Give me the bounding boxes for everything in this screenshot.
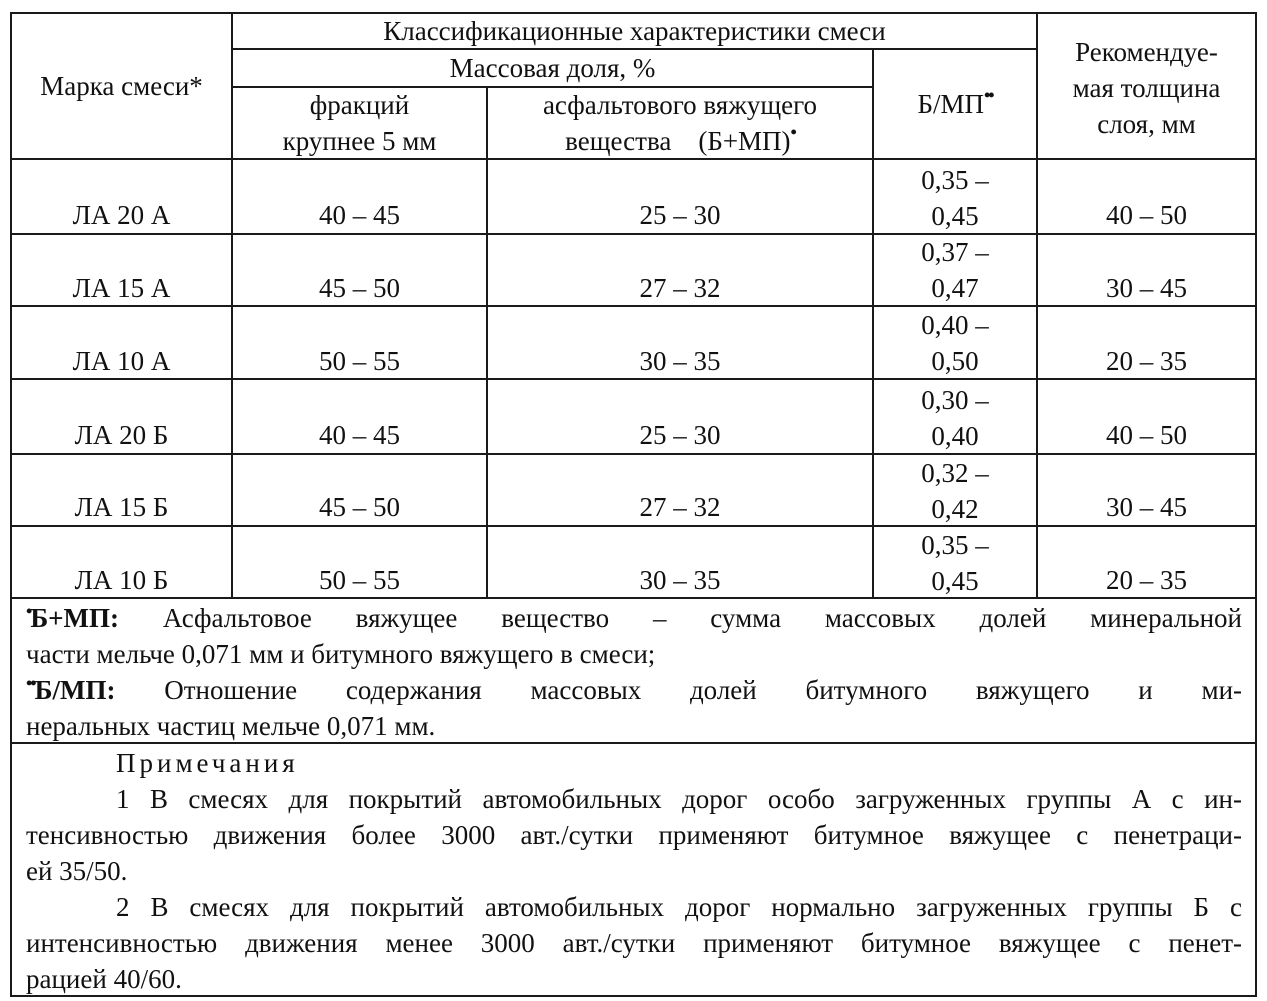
cell-mark: ЛА 10 А [72, 346, 171, 376]
header-binder-line2 [488, 123, 872, 162]
notes-title: Примечания [116, 748, 299, 778]
note-2-line1: 2 В смесях для покрытий автомобильных дорог нормально загруженных группы Б с [116, 892, 1242, 922]
footnote-1-mark: • [26, 601, 31, 621]
header-fractions-line1: фракций [309, 90, 410, 120]
header-thickness-line3: слоя, мм [1097, 109, 1196, 139]
note-1-line3: ей 35/50. [26, 856, 128, 886]
note-2-line3: рацией 40/60. [26, 964, 182, 994]
header-thickness [1038, 34, 1255, 142]
cell-fractions: 40 – 45 [319, 420, 400, 450]
cell-bmp [874, 527, 1036, 599]
header-mass-share-text: Массовая доля, % [449, 53, 656, 83]
footnote-2-line2: неральных частиц мельче 0,071 мм. [26, 711, 436, 741]
footnote-2-text1: Отношение содержания массовых долей битумного вяжущего и ми- [164, 675, 1243, 705]
cell-binder: 25 – 30 [639, 200, 721, 230]
cell-bmp [874, 455, 1036, 527]
footnote-2-mark: •• [26, 673, 35, 693]
header-binder-line1: асфальтового вяжущего [542, 90, 818, 120]
cell-mark: ЛА 20 А [72, 200, 171, 230]
cell-fractions: 50 – 55 [319, 346, 400, 376]
cell-bmp [874, 382, 1036, 454]
cell-bmp-line1: 0,35 – [921, 530, 989, 560]
header-fractions [233, 87, 486, 159]
header-bmp [874, 86, 1036, 125]
row-line [10, 525, 1257, 527]
footnote-2-line1 [26, 672, 1242, 711]
row-line [10, 453, 1257, 455]
header-bmp-mark: •• [983, 85, 993, 105]
cell-bmp-line1: 0,40 – [921, 310, 989, 340]
cell-bmp-line1: 0,30 – [921, 385, 989, 415]
cell-bmp-line2: 0,45 [931, 566, 979, 596]
cell-bmp-line1: 0,32 – [921, 458, 989, 488]
cell-binder: 27 – 32 [639, 273, 721, 303]
cell-thickness: 40 – 50 [1106, 200, 1187, 230]
row-line [10, 233, 1257, 235]
footnote-1-text1: Асфальтовое вяжущее вещество – сумма массовых долей минеральной [162, 603, 1243, 633]
cell-bmp-line2: 0,40 [931, 421, 979, 451]
cell-mark: ЛА 15 Б [74, 492, 169, 522]
cell-thickness: 30 – 45 [1106, 273, 1187, 303]
header-binder-line2-text: вещества (Б+МП) [565, 126, 791, 156]
cell-bmp-line1: 0,37 – [921, 237, 989, 267]
cell-bmp [874, 234, 1036, 306]
cell-fractions: 45 – 50 [319, 273, 400, 303]
cell-fractions: 50 – 55 [319, 565, 400, 595]
cell-bmp [874, 307, 1036, 379]
cell-bmp-line2: 0,47 [931, 273, 979, 303]
header-mark [12, 68, 231, 104]
header-thickness-line1: Рекомендуе- [1075, 37, 1218, 67]
header-binder [488, 87, 872, 162]
footnote-1-line2: части мельче 0,071 мм и битумного вяжущего в смеси; [26, 639, 656, 669]
header-mass-share [233, 50, 872, 86]
note-1-line2: тенсивностью движения более 3000 авт./сутки применяют битумное вяжущее с пенетраци- [26, 820, 1242, 850]
cell-bmp-line2: 0,50 [931, 346, 979, 376]
header-fractions-line2: крупнее 5 мм [282, 126, 437, 156]
cell-bmp-line2: 0,42 [931, 494, 979, 524]
footnote-1-line1 [26, 600, 1242, 639]
header-class-chars-text: Классификационные характеристики смеси [383, 16, 886, 46]
cell-bmp-line2: 0,45 [931, 201, 979, 231]
cell-binder: 30 – 35 [639, 346, 721, 376]
cell-thickness: 20 – 35 [1106, 346, 1187, 376]
header-binder-mark: • [790, 122, 795, 142]
cell-binder: 30 – 35 [639, 565, 721, 595]
header-class-chars [233, 13, 1036, 49]
cell-mark: ЛА 10 Б [74, 565, 169, 595]
cell-mark: ЛА 20 Б [74, 420, 169, 450]
cell-mark: ЛА 15 А [72, 273, 171, 303]
footnote-1-term: Б+МП: [30, 603, 120, 633]
cell-thickness: 30 – 45 [1106, 492, 1187, 522]
cell-fractions: 40 – 45 [319, 200, 400, 230]
cell-fractions: 45 – 50 [319, 492, 400, 522]
cell-thickness: 40 – 50 [1106, 420, 1187, 450]
header-thickness-line2: мая толщина [1072, 73, 1221, 103]
cell-bmp [874, 162, 1036, 234]
footnote-2-term: Б/МП: [34, 675, 116, 705]
header-bmp-text: Б/МП [917, 89, 984, 119]
cell-bmp-line1: 0,35 – [921, 165, 989, 195]
note-2-line2: интенсивностью движения менее 3000 авт./сутки применяют битумное вяжущее с пенет- [26, 928, 1242, 958]
cell-binder: 25 – 30 [639, 420, 721, 450]
cell-thickness: 20 – 35 [1106, 565, 1187, 595]
cell-binder: 27 – 32 [639, 492, 721, 522]
note-1-line1: 1 В смесях для покрытий автомобильных дорог особо загруженных группы А с ин- [116, 784, 1242, 814]
header-mark-text: Марка смеси* [40, 71, 203, 101]
